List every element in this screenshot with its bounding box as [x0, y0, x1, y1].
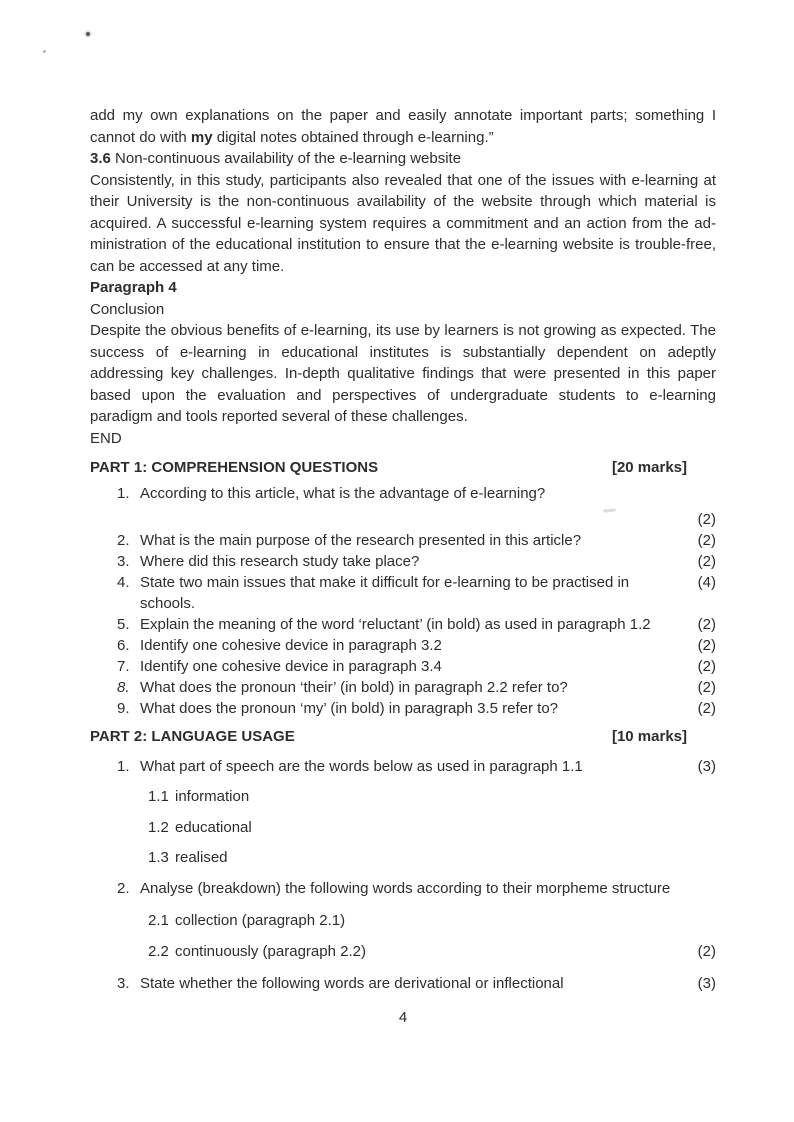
- section-3-6-title: Non-continuous availability of the e-learning website: [110, 150, 462, 167]
- section-3-6-number: 3.6: [90, 150, 111, 167]
- conclusion-body: Despite the obvious benefits of e-learning, its use by learners is not growing as expected. The success of e-learning in educational institutes is substantially dependent on adeptly addressing key challenges. In-depth qualitative findings that were presented in this paper based upon the evaluation and perspectives of undergraduate students to e-learning paradigm and tools reported several of these challenges.: [90, 322, 716, 425]
- question-number: 2.: [117, 879, 130, 897]
- question-text: Analyse (breakdown) the following words according to their morpheme structure: [140, 879, 671, 897]
- question-row: [90, 756, 716, 778]
- question-marks: (2): [697, 532, 716, 549]
- sub-item-number: 2.1: [148, 911, 169, 929]
- question-marks: (2): [697, 510, 716, 528]
- question-row: [90, 530, 716, 551]
- question-number: 8.: [117, 679, 130, 696]
- sub-item-text: continuously (paragraph 2.2): [175, 942, 366, 960]
- question-marks: (2): [697, 679, 716, 696]
- sub-item-number: 2.2: [148, 942, 169, 960]
- sub-item-text: collection (paragraph 2.1): [175, 911, 346, 929]
- question-row: [90, 614, 716, 635]
- question-text: Identify one cohesive device in paragraph 3.2: [140, 637, 442, 654]
- quote-text-post: digital notes obtained through e-learning.”: [212, 128, 494, 146]
- scan-speck-icon: [86, 32, 90, 36]
- part1-heading: [90, 457, 716, 479]
- quote-text-pre: add my own explanations on the paper and easily annotate important parts; something I cannot do with: [90, 107, 716, 146]
- page-content: [90, 105, 716, 1028]
- part2-heading: [90, 726, 716, 748]
- question-number: 4.: [117, 574, 130, 591]
- question-marks: (3): [697, 974, 716, 992]
- question-number: 1.: [117, 484, 130, 502]
- sub-item-row: [90, 910, 716, 932]
- part1-title: PART 1: COMPREHENSION QUESTIONS: [90, 458, 379, 476]
- question-marks: (2): [697, 700, 716, 717]
- question-marks: (2): [697, 616, 716, 633]
- question-text: What does the pronoun ‘their’ (in bold) in paragraph 2.2 refer to?: [140, 679, 568, 696]
- question-marks: (2): [697, 637, 716, 654]
- sub-item-text: information: [175, 787, 250, 805]
- question-row: [90, 698, 716, 719]
- sub-item-number: 1.1: [148, 787, 169, 805]
- sub-item-row: [90, 847, 716, 869]
- question-number: 3.: [117, 974, 130, 992]
- sub-item-row: [90, 817, 716, 839]
- question-row: [90, 635, 716, 656]
- question-row: [90, 878, 716, 900]
- sub-item-marks: (2): [697, 942, 716, 960]
- conclusion-subheading: Conclusion: [90, 300, 165, 318]
- sub-item-text: educational: [175, 818, 252, 836]
- question-text: State two main issues that make it difficult for e-learning to be practised in schools.: [140, 574, 630, 612]
- page-number: 4: [398, 1008, 408, 1026]
- sub-item-text: realised: [175, 849, 228, 866]
- section-3-6-heading: [90, 148, 716, 170]
- section-3-6-body: Consistently, in this study, participants also revealed that one of the issues with e-learning at their University is the non-continuous availability of the website through which material is acquired. A successful e-learning system requires a commitment and an action from the ad-ministration of the educational institution to ensure that the e-learning website is trouble-free, can be accessed at any time.: [90, 171, 716, 275]
- sub-item-number: 1.2: [148, 818, 169, 836]
- question-marks: (2): [697, 658, 716, 675]
- question-marks: (3): [697, 757, 716, 775]
- question-marks: (4): [697, 574, 716, 591]
- quote-closing-paragraph: [90, 105, 716, 148]
- question-number: 6.: [117, 637, 130, 654]
- part2-title: PART 2: LANGUAGE USAGE: [90, 727, 295, 745]
- question-row: [90, 973, 716, 995]
- question-row: [90, 656, 716, 677]
- question-text: What is the main purpose of the research presented in this article?: [140, 532, 582, 549]
- question-number: 1.: [117, 757, 130, 775]
- sub-item-number: 1.3: [148, 849, 169, 866]
- question-text: Identify one cohesive device in paragraph 3.4: [140, 658, 442, 675]
- question-text: According to this article, what is the advantage of e-learning?: [140, 484, 546, 502]
- question-text: What does the pronoun ‘my’ (in bold) in paragraph 3.5 refer to?: [140, 700, 559, 717]
- question-number: 7.: [117, 658, 130, 675]
- question-text: State whether the following words are derivational or inflectional: [140, 974, 564, 992]
- question-row: [90, 572, 716, 614]
- question-text: Explain the meaning of the word ‘reluctant’ (in bold) as used in paragraph 1.2: [140, 616, 651, 633]
- question-row: [90, 551, 716, 572]
- sub-item-row: [90, 786, 716, 808]
- question-row: [90, 483, 716, 505]
- question-marks: (2): [697, 553, 716, 570]
- paragraph-4-heading: Paragraph 4: [90, 279, 177, 296]
- question-number: 9.: [117, 700, 130, 717]
- question-text: Where did this research study take place?: [140, 553, 420, 570]
- part2-total-marks: [10 marks]: [611, 727, 687, 745]
- sub-item-row: [90, 941, 716, 963]
- end-marker: END: [90, 429, 122, 447]
- question-number: 5.: [117, 616, 130, 633]
- question-text: What part of speech are the words below as used in paragraph 1.1: [140, 757, 583, 775]
- scan-speck-icon: [43, 50, 46, 53]
- question-row: [90, 677, 716, 698]
- question-number: 2.: [117, 532, 130, 549]
- quote-bold-pronoun: my: [190, 128, 213, 146]
- part1-total-marks: [20 marks]: [611, 458, 687, 476]
- question-number: 3.: [117, 553, 130, 570]
